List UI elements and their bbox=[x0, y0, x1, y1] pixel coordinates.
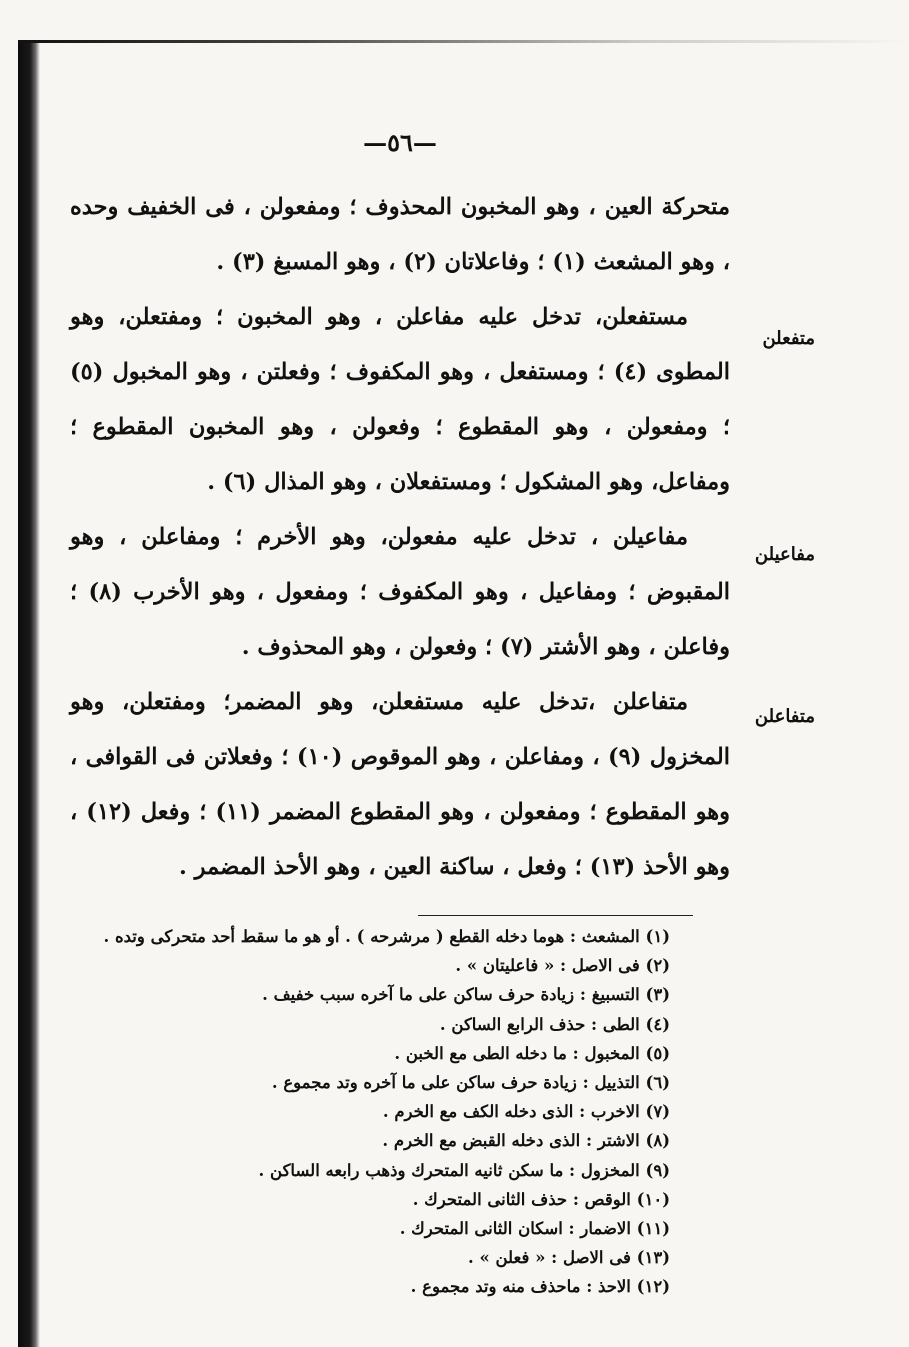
paragraph-4: متفاعلن ،تدخل عليه مستفعلن، وهو المضمر؛ ومفتعلن، وهو المخزول (٩) ، ومفاعلن ، وهو الموقوص (١٠) ؛ وفعلاتن فى القوافى ، وهو المقطوع ؛ ومفعولن ، وهو المقطوع المضمر (١١) ؛ وفعل (١٢) ، وهو الأحذ (١٣) ؛ وفعل ، ساكنة العين ، وهو الأحذ المضمر . bbox=[70, 689, 731, 880]
margin-label-mutafailun: متفاعلن bbox=[754, 706, 815, 727]
book-spine-shadow bbox=[18, 40, 40, 1347]
main-text bbox=[70, 180, 730, 895]
paragraph-3: مفاعيلن ، تدخل عليه مفعولن، وهو الأخرم ؛ ومفاعلن ، وهو المقبوض ؛ ومفاعيل ، وهو المكفوف ؛ ومفعول ، وهو الأخرب (٨) ؛ وفاعلن ، وهو الأشتر (٧) ؛ وفعولن ، وهو المحذوف . bbox=[70, 524, 730, 660]
footnotes bbox=[90, 922, 670, 1302]
footnote-4: (٤) الطى : حذف الرابع الساكن . bbox=[439, 1014, 670, 1034]
footnote-6: (٦) التذييل : زيادة حرف ساكن على ما آخره وتد مجموع . bbox=[271, 1073, 670, 1093]
footnote-2: (٢) فى الاصل : « فاعليتان » . bbox=[455, 956, 670, 976]
footnote-3: (٣) التسبيغ : زيادة حرف ساكن على ما آخره سبب خفيف . bbox=[262, 985, 670, 1005]
paragraph-1: متحركة العين ، وهو المخبون المحذوف ؛ ومفعولن ، فى الخفيف وحده ، وهو المشعث (١) ؛ وفاعلاتان (٢) ، وهو المسبغ (٣) . bbox=[70, 194, 730, 275]
margin-label-mafailun: مفاعيلن bbox=[754, 544, 815, 565]
footnote-divider bbox=[418, 915, 693, 916]
footnote-12: (١٢) الاحذ : ماحذف منه وتد مجموع . bbox=[410, 1277, 670, 1297]
footnote-5: (٥) المخبول : ما دخله الطى مع الخبن . bbox=[394, 1043, 670, 1063]
footnote-8: (٨) الاشتر : الذى دخله القبض مع الخرم . bbox=[382, 1131, 670, 1151]
footnote-10: (١٠) الوقص : حذف الثانى المتحرك . bbox=[412, 1189, 670, 1209]
page-top-edge bbox=[18, 40, 908, 43]
footnote-11: (١١) الاضمار : اسكان الثانى المتحرك . bbox=[399, 1219, 670, 1239]
footnote-7: (٧) الاخرب : الذى دخله الكف مع الخرم . bbox=[382, 1102, 670, 1122]
footnote-13: (١٣) فى الاصل : « فعلن » . bbox=[467, 1248, 670, 1268]
footnote-9: (٩) المخزول : ما سكن ثانيه المتحرك وذهب رابعه الساكن . bbox=[258, 1160, 670, 1180]
page-number: —٥٦— bbox=[363, 128, 437, 157]
margin-label-mustafilun: متفعلن bbox=[762, 328, 815, 349]
paragraph-2: مستفعلن، تدخل عليه مفاعلن ، وهو المخبون ؛ ومفتعلن، وهو المطوى (٤) ؛ ومستفعل ، وهو المكفوف ؛ وفعلتن ، وهو المخبول (٥) ؛ ومفعولن ، وهو المقطوع ؛ وفعولن ، وهو المخبون المقطوع ؛ ومفاعل، وهو المشكول ؛ ومستفعلان ، وهو المذال (٦) . bbox=[70, 304, 730, 495]
footnote-1: (١) المشعث : هوما دخله القطع ( مرشرحه ) . أو هو ما سقط أحد متحركى وتده . bbox=[103, 927, 670, 946]
